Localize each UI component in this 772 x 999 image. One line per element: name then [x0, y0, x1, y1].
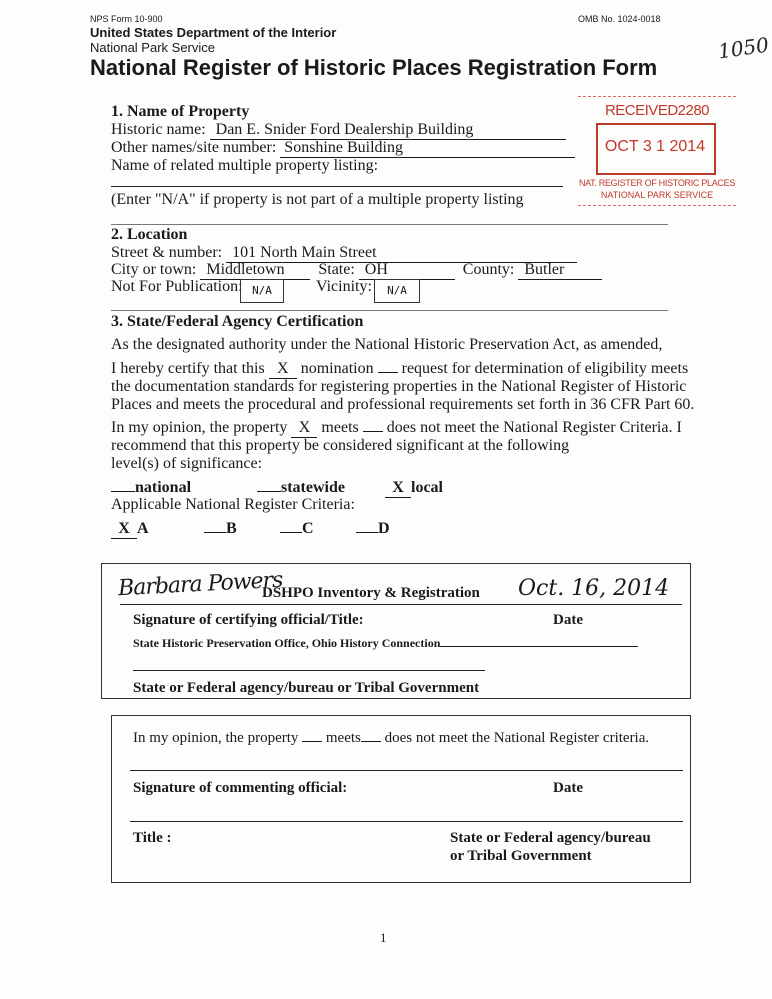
received-stamp	[578, 96, 736, 206]
level-national: national	[111, 479, 191, 497]
level-statewide: statewide	[257, 479, 345, 497]
criterion-c: C	[280, 520, 314, 538]
section-divider	[111, 224, 668, 225]
vicinity-box[interactable]	[374, 279, 420, 303]
vicinity-value: N/A	[387, 284, 407, 297]
comment-date-label: Date	[553, 780, 583, 796]
section1-heading: 1. Name of Property	[111, 103, 250, 120]
certifying-title: DSHPO Inventory & Registration	[262, 585, 480, 601]
other-names-row: Other names/site number: Sonshine Building	[111, 139, 575, 158]
comment-opinion: In my opinion, the property meets does not meet the National Register criteria.	[133, 730, 650, 746]
vicinity-label: Vicinity:	[316, 278, 372, 295]
comment-sig-label: Signature of commenting official:	[133, 780, 348, 796]
stamp-received: RECEIVED2280	[604, 102, 710, 119]
state-value: OH	[359, 261, 455, 280]
criterion-d: D	[356, 520, 390, 538]
nfp-label: Not For Publication:	[111, 278, 243, 295]
local-mark: X	[385, 479, 411, 498]
criterion-a-mark: X	[111, 520, 137, 539]
certify-sig-label: Signature of certifying official/Title:	[133, 612, 364, 628]
section3-heading: 3. State/Federal Agency Certification	[111, 313, 364, 330]
comment-title-label: Title :	[133, 830, 172, 846]
historic-name-value: Dan E. Snider Ford Dealership Building	[210, 121, 566, 140]
cert-para-1: As the designated authority under the National Historic Preservation Act, as amended,	[111, 336, 663, 353]
cert-para-2: I hereby certify that this X nomination request for determination of eligibility meets	[111, 360, 689, 377]
certify-date: Oct. 16, 2014	[518, 576, 670, 601]
level-local: X local	[385, 479, 443, 498]
shpo-office: State Historic Preservation Office, Ohio History Connection	[133, 636, 638, 651]
city-value: Middletown	[200, 261, 310, 280]
other-names-value: Sonshine Building	[280, 139, 575, 158]
signature: Barbara Powers	[117, 567, 283, 602]
nfp-value: N/A	[252, 284, 272, 297]
stamp-date: OCT 3 1 2014	[604, 138, 706, 155]
street-row: Street & number: 101 North Main Street	[111, 244, 577, 263]
related-listing-label: Name of related multiple property listing:	[111, 157, 379, 174]
section-divider	[111, 310, 668, 311]
cert-para-3: the documentation standards for registering properties in the National Register of Historic	[111, 378, 687, 395]
comment-agency-line2: or Tribal Government	[450, 848, 592, 864]
recommend-line: recommend that this property be considered significant at the following	[111, 437, 570, 454]
form-number: NPS Form 10-900	[90, 14, 163, 24]
section2-heading: 2. Location	[111, 226, 188, 243]
na-note: (Enter "N/A" if property is not part of a multiple property listing	[111, 191, 524, 208]
stamp-line2: NATIONAL PARK SERVICE	[600, 190, 714, 200]
comment-sig-line	[130, 770, 683, 771]
signature-line	[120, 604, 682, 605]
department: United States Department of the Interior	[90, 25, 337, 40]
opinion-para: In my opinion, the property X meets does not meet the National Register Criteria. I	[111, 419, 682, 436]
page-title: National Register of Historic Places Registration Form	[90, 55, 658, 80]
comment-agency-line1: State or Federal agency/bureau	[450, 830, 651, 846]
certify-agency-label: State or Federal agency/bureau or Tribal Government	[133, 680, 480, 696]
related-listing-line	[111, 186, 563, 187]
stamp-line1: NAT. REGISTER OF HISTORIC PLACES	[578, 178, 736, 188]
comment-title-line	[130, 821, 683, 822]
omb-number: OMB No. 1024-0018	[578, 14, 661, 24]
meets-mark: X	[291, 419, 317, 438]
page-number: 1	[380, 930, 387, 945]
nomination-mark: X	[269, 360, 297, 379]
city-row: City or town: Middletown State: OH County: Butler	[111, 261, 602, 280]
county-value: Butler	[518, 261, 602, 280]
certify-date-label: Date	[553, 612, 583, 628]
criterion-b: B	[204, 520, 237, 538]
service: National Park Service	[90, 40, 215, 55]
levels-line: level(s) of significance:	[111, 455, 263, 472]
agency-line	[133, 670, 485, 671]
cert-para-4: Places and meets the procedural and professional requirements set forth in 36 CFR Part 60.	[111, 396, 695, 413]
nfp-box[interactable]	[240, 279, 284, 303]
criteria-label: Applicable National Register Criteria:	[111, 496, 355, 513]
criterion-a: X A	[111, 520, 149, 539]
street-value: 101 North Main Street	[226, 244, 577, 263]
handwritten-number: 1050	[716, 32, 771, 64]
historic-name-row: Historic name: Dan E. Snider Ford Dealership Building	[111, 121, 566, 140]
